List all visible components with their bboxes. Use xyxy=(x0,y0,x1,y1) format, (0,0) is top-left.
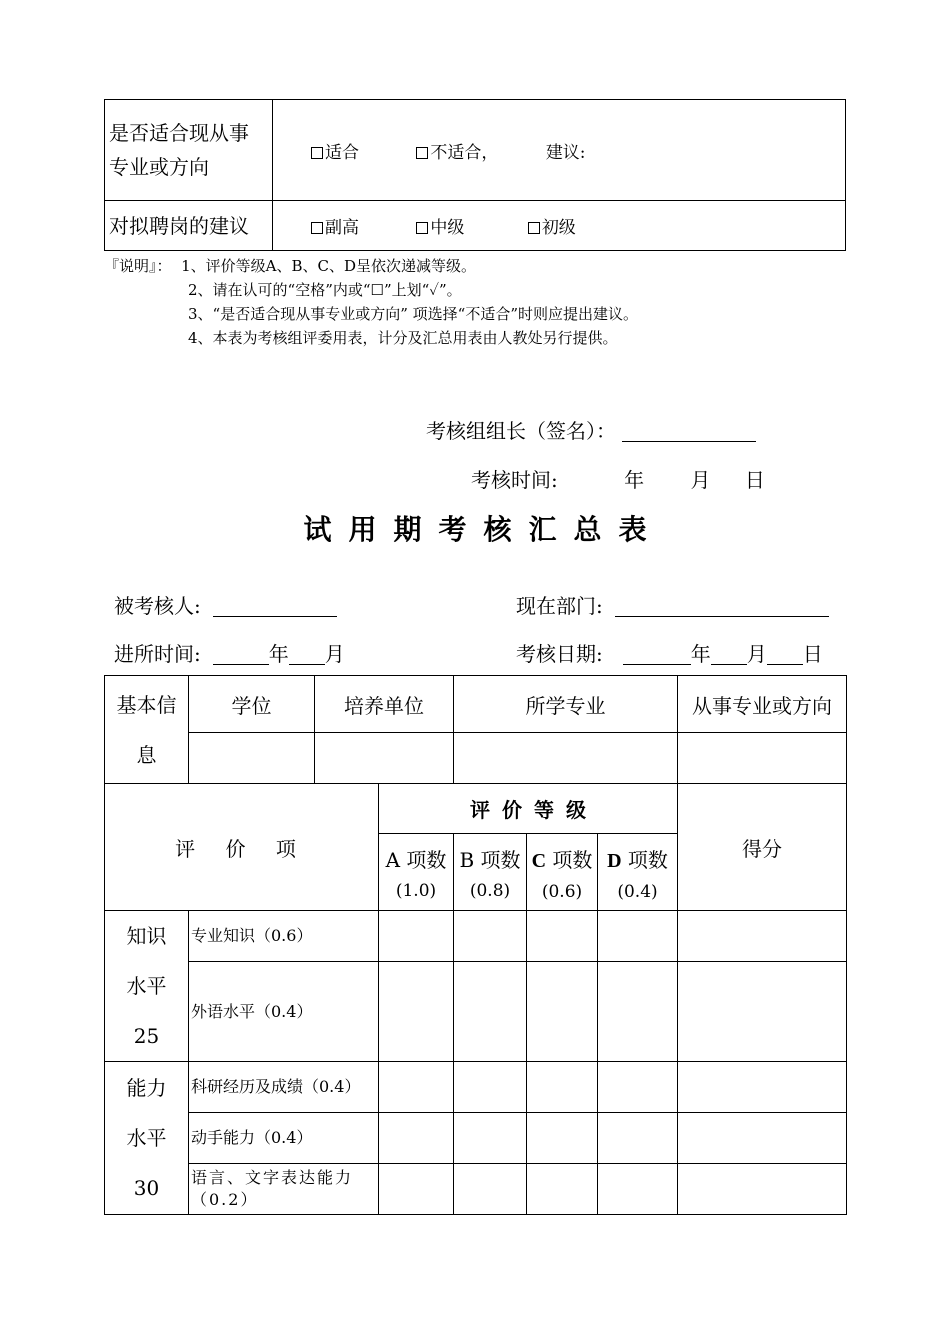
ability-l1: 能力 xyxy=(126,1076,167,1100)
assess-month-label: 月 xyxy=(746,642,767,666)
entry-month-label: 月 xyxy=(324,642,345,666)
assessment-time-label: 考核时间: xyxy=(471,468,558,492)
checkbox-icon[interactable] xyxy=(416,222,428,234)
suitability-label xyxy=(105,100,273,201)
grade-cell[interactable] xyxy=(454,911,527,962)
item-professional-knowledge: 专业知识（0.6） xyxy=(189,911,379,962)
summary-table xyxy=(104,675,847,1215)
note-4: 4、本表为考核组评委用表，计分及汇总用表由人教处另行提供。 xyxy=(188,329,618,347)
score-cell[interactable] xyxy=(678,1062,847,1113)
option-suitable-label: 适合 xyxy=(325,142,359,163)
option-intermediate-label: 中级 xyxy=(430,218,465,238)
checkbox-icon[interactable] xyxy=(311,147,323,159)
score-cell[interactable] xyxy=(678,911,847,962)
grade-a-header xyxy=(379,834,454,911)
grade-cell[interactable] xyxy=(454,1062,527,1113)
grade-cell[interactable] xyxy=(527,1164,598,1215)
grade-cell[interactable] xyxy=(598,1164,678,1215)
time-month: 月 xyxy=(690,468,711,492)
entry-year-label: 年 xyxy=(268,642,289,666)
grade-cell[interactable] xyxy=(527,1113,598,1164)
grade-d-weight: (0.4) xyxy=(617,881,658,902)
item-research-experience: 科研经历及成绩（0.4） xyxy=(189,1062,379,1113)
degree-header: 学位 xyxy=(189,676,315,733)
leader-signature-line[interactable] xyxy=(622,422,756,442)
assess-date-label: 考核日期: xyxy=(516,642,603,666)
leader-signature xyxy=(426,415,756,444)
entry-year-input[interactable] xyxy=(213,645,269,665)
ability-l2: 水平 xyxy=(126,1126,167,1150)
grade-cell[interactable] xyxy=(379,962,454,1062)
basic-info-line1: 基本信 xyxy=(116,692,177,717)
grade-a-letter: A xyxy=(385,848,401,872)
entry-time-field xyxy=(114,638,345,667)
suitability-label-line2: 专业或方向 xyxy=(109,155,209,179)
suitability-table xyxy=(104,99,846,251)
option-unsuitable-label: 不适合， xyxy=(430,142,499,163)
score-cell[interactable] xyxy=(678,1164,847,1215)
degree-cell[interactable] xyxy=(189,733,315,784)
option-senior[interactable] xyxy=(311,213,411,238)
entry-month-input[interactable] xyxy=(289,645,325,665)
grade-a-label: 项数 xyxy=(406,848,447,872)
assess-year-input[interactable] xyxy=(623,645,691,665)
grade-d-label: 项数 xyxy=(627,847,668,872)
assessee-label: 被考核人: xyxy=(114,594,201,618)
grade-cell[interactable] xyxy=(598,1113,678,1164)
basic-info-label xyxy=(105,676,189,784)
direction-cell[interactable] xyxy=(678,733,847,784)
option-junior[interactable] xyxy=(528,213,576,238)
option-suitable[interactable] xyxy=(311,138,411,163)
item-hands-on-ability: 动手能力（0.4） xyxy=(189,1113,379,1164)
grade-cell[interactable] xyxy=(527,911,598,962)
score-cell[interactable] xyxy=(678,962,847,1062)
assess-day-input[interactable] xyxy=(767,645,803,665)
grade-b-weight: (0.8) xyxy=(469,881,511,901)
major-header: 所学专业 xyxy=(454,676,678,733)
dept-input[interactable] xyxy=(615,597,829,617)
grade-cell[interactable] xyxy=(379,1164,454,1215)
option-senior-label: 副高 xyxy=(325,218,359,238)
dept-field xyxy=(516,590,829,619)
assessee-input[interactable] xyxy=(213,597,337,617)
item-expression-ability: 语言、文字表达能力（0.2） xyxy=(189,1164,379,1215)
assess-date-field xyxy=(516,638,823,667)
major-cell[interactable] xyxy=(454,733,678,784)
grade-a-weight: (1.0) xyxy=(395,881,437,901)
score-header: 得分 xyxy=(678,784,847,911)
suitability-label-line1: 是否适合现从事 xyxy=(109,121,249,145)
notes-prefix: 『说明』： xyxy=(104,257,172,275)
leader-signature-label: 考核组组长（签名）： xyxy=(426,419,616,443)
time-day: 日 xyxy=(744,468,765,492)
grade-cell[interactable] xyxy=(454,1164,527,1215)
knowledge-l2: 水平 xyxy=(126,974,167,998)
checkbox-icon[interactable] xyxy=(311,222,323,234)
grade-b-label: 项数 xyxy=(480,848,521,872)
option-intermediate[interactable] xyxy=(416,213,522,238)
knowledge-category xyxy=(105,911,189,1062)
eval-item-header: 评 价 项 xyxy=(105,784,379,911)
page-title: 试用期考核汇总表 xyxy=(303,513,664,546)
eval-grade-header: 评价等级 xyxy=(379,784,678,834)
grade-b-header xyxy=(454,834,527,911)
suitability-options xyxy=(273,100,846,201)
institution-cell[interactable] xyxy=(315,733,454,784)
institution-header: 培养单位 xyxy=(315,676,454,733)
score-cell[interactable] xyxy=(678,1113,847,1164)
grade-cell[interactable] xyxy=(454,962,527,1062)
checkbox-icon[interactable] xyxy=(528,222,540,234)
grade-cell[interactable] xyxy=(598,1062,678,1113)
note-1: 1、评价等级A、B、C、D呈依次递减等级。 xyxy=(181,257,476,275)
option-unsuitable[interactable] xyxy=(416,138,540,163)
knowledge-l1: 知识 xyxy=(126,924,167,948)
checkbox-icon[interactable] xyxy=(416,147,428,159)
grade-cell[interactable] xyxy=(598,911,678,962)
grade-c-label: 项数 xyxy=(552,847,593,872)
grade-c-weight: (0.6) xyxy=(541,881,583,902)
grade-d-letter: D xyxy=(607,849,622,872)
note-2: 2、请在认可的“空格”内或“☐”上划“✓”。 xyxy=(188,281,462,299)
notes xyxy=(104,254,638,350)
basic-info-line2: 息 xyxy=(136,742,157,767)
grade-cell[interactable] xyxy=(379,1113,454,1164)
assess-day-label: 日 xyxy=(802,642,823,666)
grade-c-letter: C xyxy=(531,849,547,872)
note-3: 3、“是否适合现从事专业或方向” 项选择“不适合”时则应提出建议。 xyxy=(188,305,638,323)
knowledge-l3: 25 xyxy=(133,1024,160,1048)
assess-month-input[interactable] xyxy=(711,645,747,665)
grade-cell[interactable] xyxy=(379,1062,454,1113)
grade-cell[interactable] xyxy=(454,1113,527,1164)
grade-cell[interactable] xyxy=(527,962,598,1062)
direction-header: 从事专业或方向 xyxy=(678,676,847,733)
assessee-field xyxy=(114,590,337,619)
grade-cell[interactable] xyxy=(527,1062,598,1113)
item-foreign-language: 外语水平（0.4） xyxy=(189,962,379,1062)
entry-time-label: 进所时间: xyxy=(114,642,201,666)
post-options xyxy=(273,201,846,251)
grade-c-header xyxy=(527,834,598,911)
grade-d-header xyxy=(598,834,678,911)
assessment-time xyxy=(471,464,765,493)
ability-category xyxy=(105,1062,189,1215)
ability-l3: 30 xyxy=(133,1176,160,1200)
grade-b-letter: B xyxy=(459,848,475,872)
dept-label: 现在部门: xyxy=(516,594,603,618)
grade-cell[interactable] xyxy=(379,911,454,962)
assess-year-label: 年 xyxy=(690,642,711,666)
time-year: 年 xyxy=(624,468,645,492)
post-suggestion-label: 对拟聘岗的建议 xyxy=(105,201,273,251)
grade-cell[interactable] xyxy=(598,962,678,1062)
option-junior-label: 初级 xyxy=(541,218,576,238)
suggestion-label: 建议: xyxy=(545,142,586,163)
